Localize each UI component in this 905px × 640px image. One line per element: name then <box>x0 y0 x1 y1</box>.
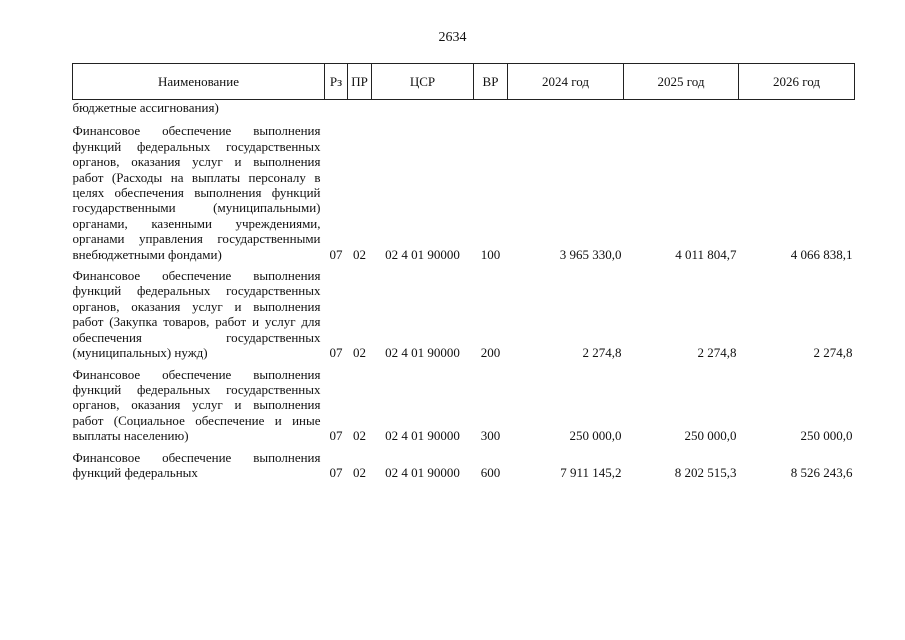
row-rz: 07 <box>329 345 343 361</box>
row-pr: 02 <box>353 428 366 444</box>
row-2024: 7 911 145,2 <box>560 464 622 480</box>
row-name: Финансовое обеспечение выполнения функций федеральных государственных органов, оказания услуг и выполнения работ (Расходы на выплаты персоналу в целях обеспечения выполнения функций государственными (муниципальными) органами, казенными учреждениями, органами управления государственными внебюджетными фондами) <box>72 123 321 262</box>
table-row <box>73 117 855 262</box>
row-rz: 07 <box>329 246 343 262</box>
row-2026: 8 526 243,6 <box>790 464 853 480</box>
header-2025: 2025 год <box>624 64 739 100</box>
row-vr: 200 <box>480 345 501 361</box>
row-csr: 02 4 01 90000 <box>385 345 460 361</box>
row-2026: 250 000,0 <box>800 428 853 444</box>
header-rz: Рз <box>325 64 348 100</box>
row-2025: 2 274,8 <box>697 345 737 361</box>
row-pr: 02 <box>353 246 366 262</box>
header-vr: ВР <box>474 64 508 100</box>
continuation-text: бюджетные ассигнования) <box>72 100 219 115</box>
header-2024: 2024 год <box>508 64 624 100</box>
row-2024: 2 274,8 <box>582 345 622 361</box>
header-csr: ЦСР <box>372 64 474 100</box>
row-vr: 600 <box>480 464 501 480</box>
row-2024: 3 965 330,0 <box>559 246 622 262</box>
table-header-row <box>73 64 855 100</box>
row-name: Финансовое обеспечение выполнения функций федеральных <box>72 449 321 480</box>
row-rz: 07 <box>329 428 343 444</box>
row-csr: 02 4 01 90000 <box>385 428 460 444</box>
row-2025: 4 011 804,7 <box>675 246 737 262</box>
row-vr: 100 <box>480 246 501 262</box>
row-2024: 250 000,0 <box>569 428 622 444</box>
header-2026: 2026 год <box>739 64 855 100</box>
row-csr: 02 4 01 90000 <box>385 246 460 262</box>
page-number: 2634 <box>438 30 467 45</box>
table-row <box>73 444 855 481</box>
table-row <box>73 361 855 444</box>
header-name: Наименование <box>73 64 325 100</box>
budget-table <box>72 63 855 480</box>
row-pr: 02 <box>353 345 366 361</box>
row-2025: 250 000,0 <box>684 428 737 444</box>
row-name: Финансовое обеспечение выполнения функций федеральных государственных органов, оказания услуг и выполнения работ (Закупка товаров, работ и услуг для обеспечения государственных (муниципальных) нужд) <box>72 268 321 361</box>
table-row-continuation <box>73 100 855 118</box>
row-rz: 07 <box>329 464 343 480</box>
row-2026: 4 066 838,1 <box>790 246 853 262</box>
header-pr: ПР <box>348 64 372 100</box>
row-name: Финансовое обеспечение выполнения функций федеральных государственных органов, оказания услуг и выполнения работ (Социальное обеспечение и иные выплаты населению) <box>72 366 321 444</box>
row-2026: 2 274,8 <box>813 345 853 361</box>
row-csr: 02 4 01 90000 <box>385 464 460 480</box>
row-vr: 300 <box>480 428 501 444</box>
row-2025: 8 202 515,3 <box>674 464 737 480</box>
table-row <box>73 262 855 360</box>
row-pr: 02 <box>353 464 366 480</box>
